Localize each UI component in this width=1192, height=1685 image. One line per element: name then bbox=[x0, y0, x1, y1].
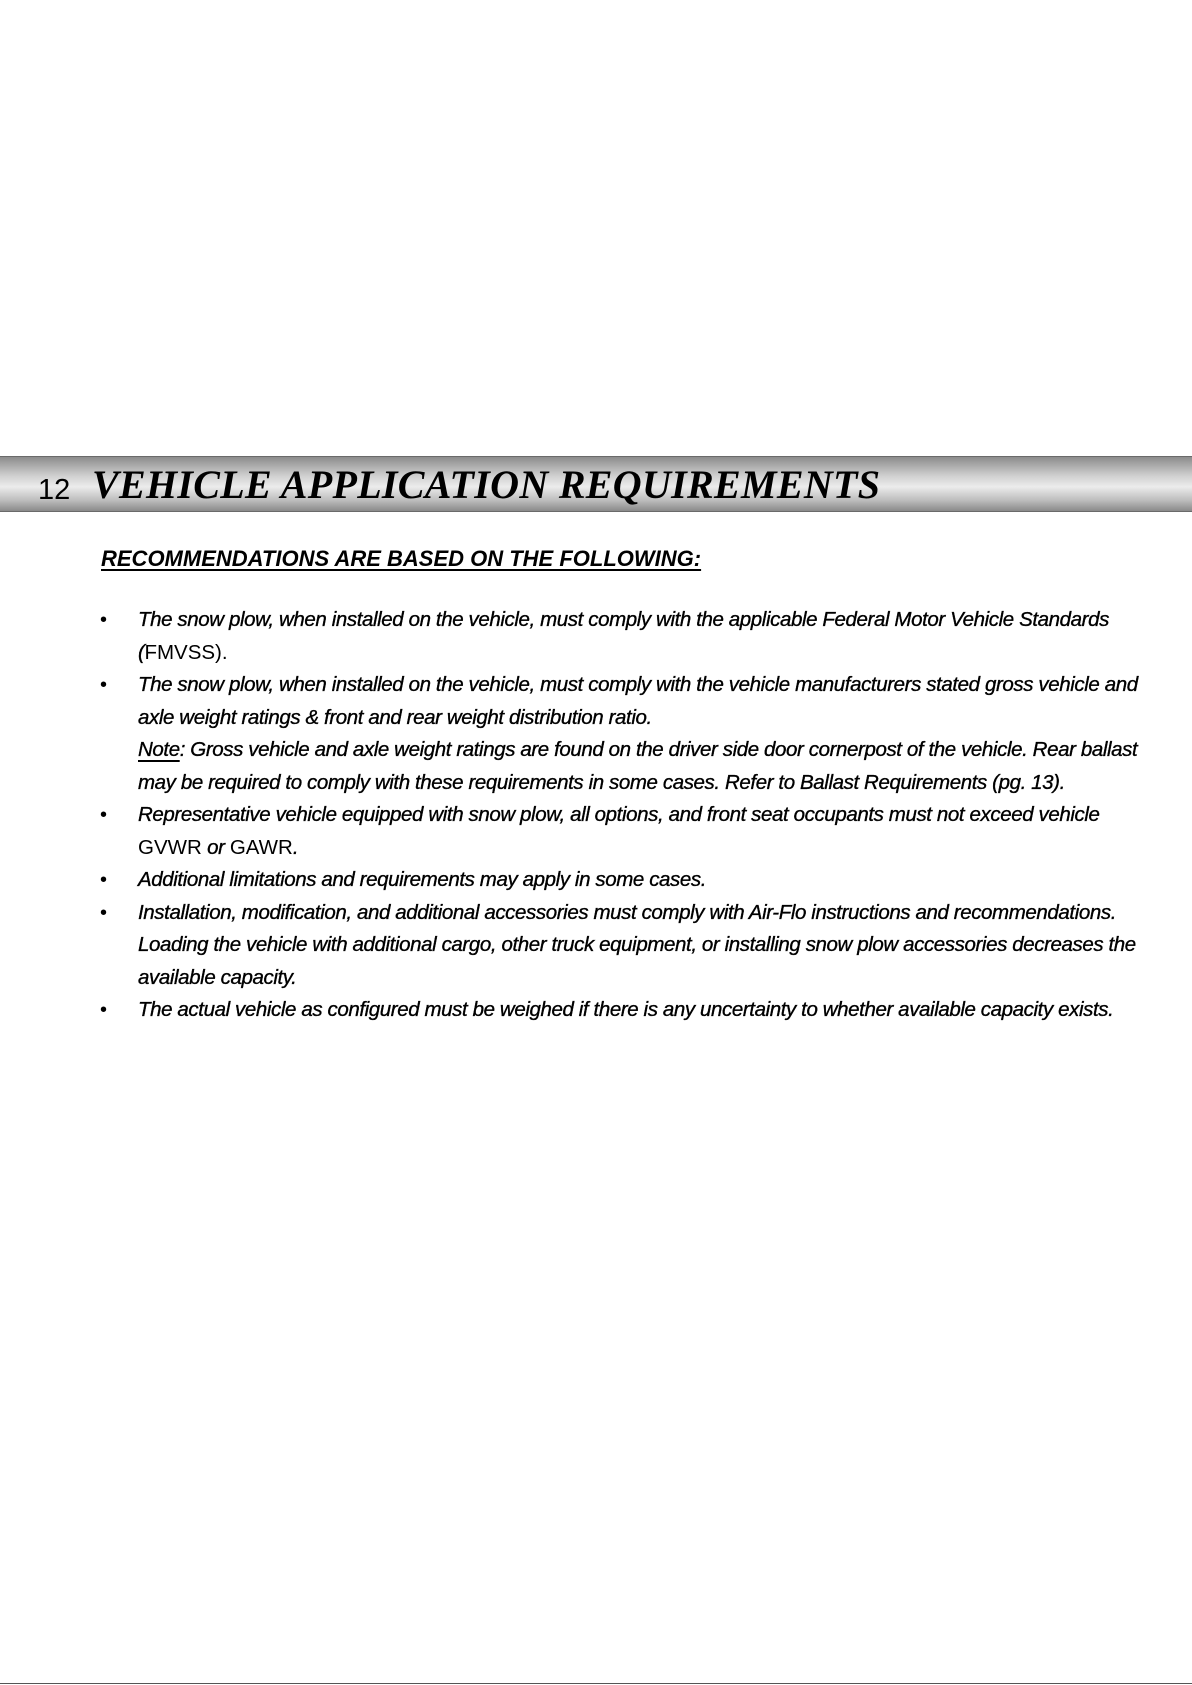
list-item-installation bbox=[100, 897, 1160, 995]
requirements-list bbox=[100, 604, 1160, 1027]
list-item-gvwr bbox=[100, 799, 1160, 864]
list-item-text: The snow plow, when installed on the vehicle, must comply with the applicable Federal Motor Vehicle Standards ( bbox=[138, 608, 1109, 664]
bullet-icon: • bbox=[100, 999, 107, 1021]
bullet-icon: • bbox=[100, 901, 107, 924]
list-item-connector: or bbox=[201, 835, 230, 859]
bullet-icon: • bbox=[100, 674, 107, 696]
list-item-text: Representative vehicle equipped with snow plow, all options, and front seat occupants must not exceed vehicle bbox=[138, 803, 1100, 826]
list-item-fmvss bbox=[100, 604, 1160, 669]
gawr-abbreviation: GAWR bbox=[229, 835, 293, 859]
section-number: 12 bbox=[38, 474, 71, 506]
list-item-weight-ratings bbox=[100, 669, 1160, 799]
list-item-limitations bbox=[100, 864, 1160, 897]
page-bottom-rule bbox=[0, 1683, 1192, 1684]
list-item-text: The actual vehicle as configured must be weighed if there is any uncertainty to whether available capacity exists. bbox=[138, 998, 1114, 1021]
note-label: Note bbox=[138, 738, 180, 761]
list-item-text: Additional limitations and requirements may apply in some cases. bbox=[138, 868, 707, 891]
subheading: RECOMMENDATIONS ARE BASED ON THE FOLLOWING: bbox=[101, 546, 702, 571]
gvwr-abbreviation: GVWR bbox=[138, 835, 202, 859]
list-item-period: . bbox=[292, 835, 299, 859]
bullet-icon: • bbox=[100, 869, 107, 891]
section-title: VEHICLE APPLICATION REQUIREMENTS bbox=[92, 462, 881, 507]
list-item-weighing bbox=[100, 994, 1160, 1027]
bullet-icon: • bbox=[100, 609, 107, 631]
section-header-banner bbox=[0, 456, 1192, 512]
fmvss-abbreviation: FMVSS). bbox=[144, 640, 228, 664]
list-item-text: Installation, modification, and additional accessories must comply with Air-Flo instructions and recommendations. Loading the vehicle with additional cargo, other truck equipment, or installing snow plow accessories decreases the available capacity. bbox=[138, 900, 1136, 989]
bullet-icon: • bbox=[100, 804, 107, 826]
list-item-text: The snow plow, when installed on the vehicle, must comply with the vehicle manufacturers stated gross vehicle and axle weight ratings & front and rear weight distribution ratio. bbox=[138, 673, 1138, 729]
note-text: : Gross vehicle and axle weight ratings are found on the driver side door cornerpost of the vehicle. Rear ballast may be required to comply with these requirements in some cases. Refer to Ballast Requirements (pg. 13). bbox=[138, 738, 1138, 794]
